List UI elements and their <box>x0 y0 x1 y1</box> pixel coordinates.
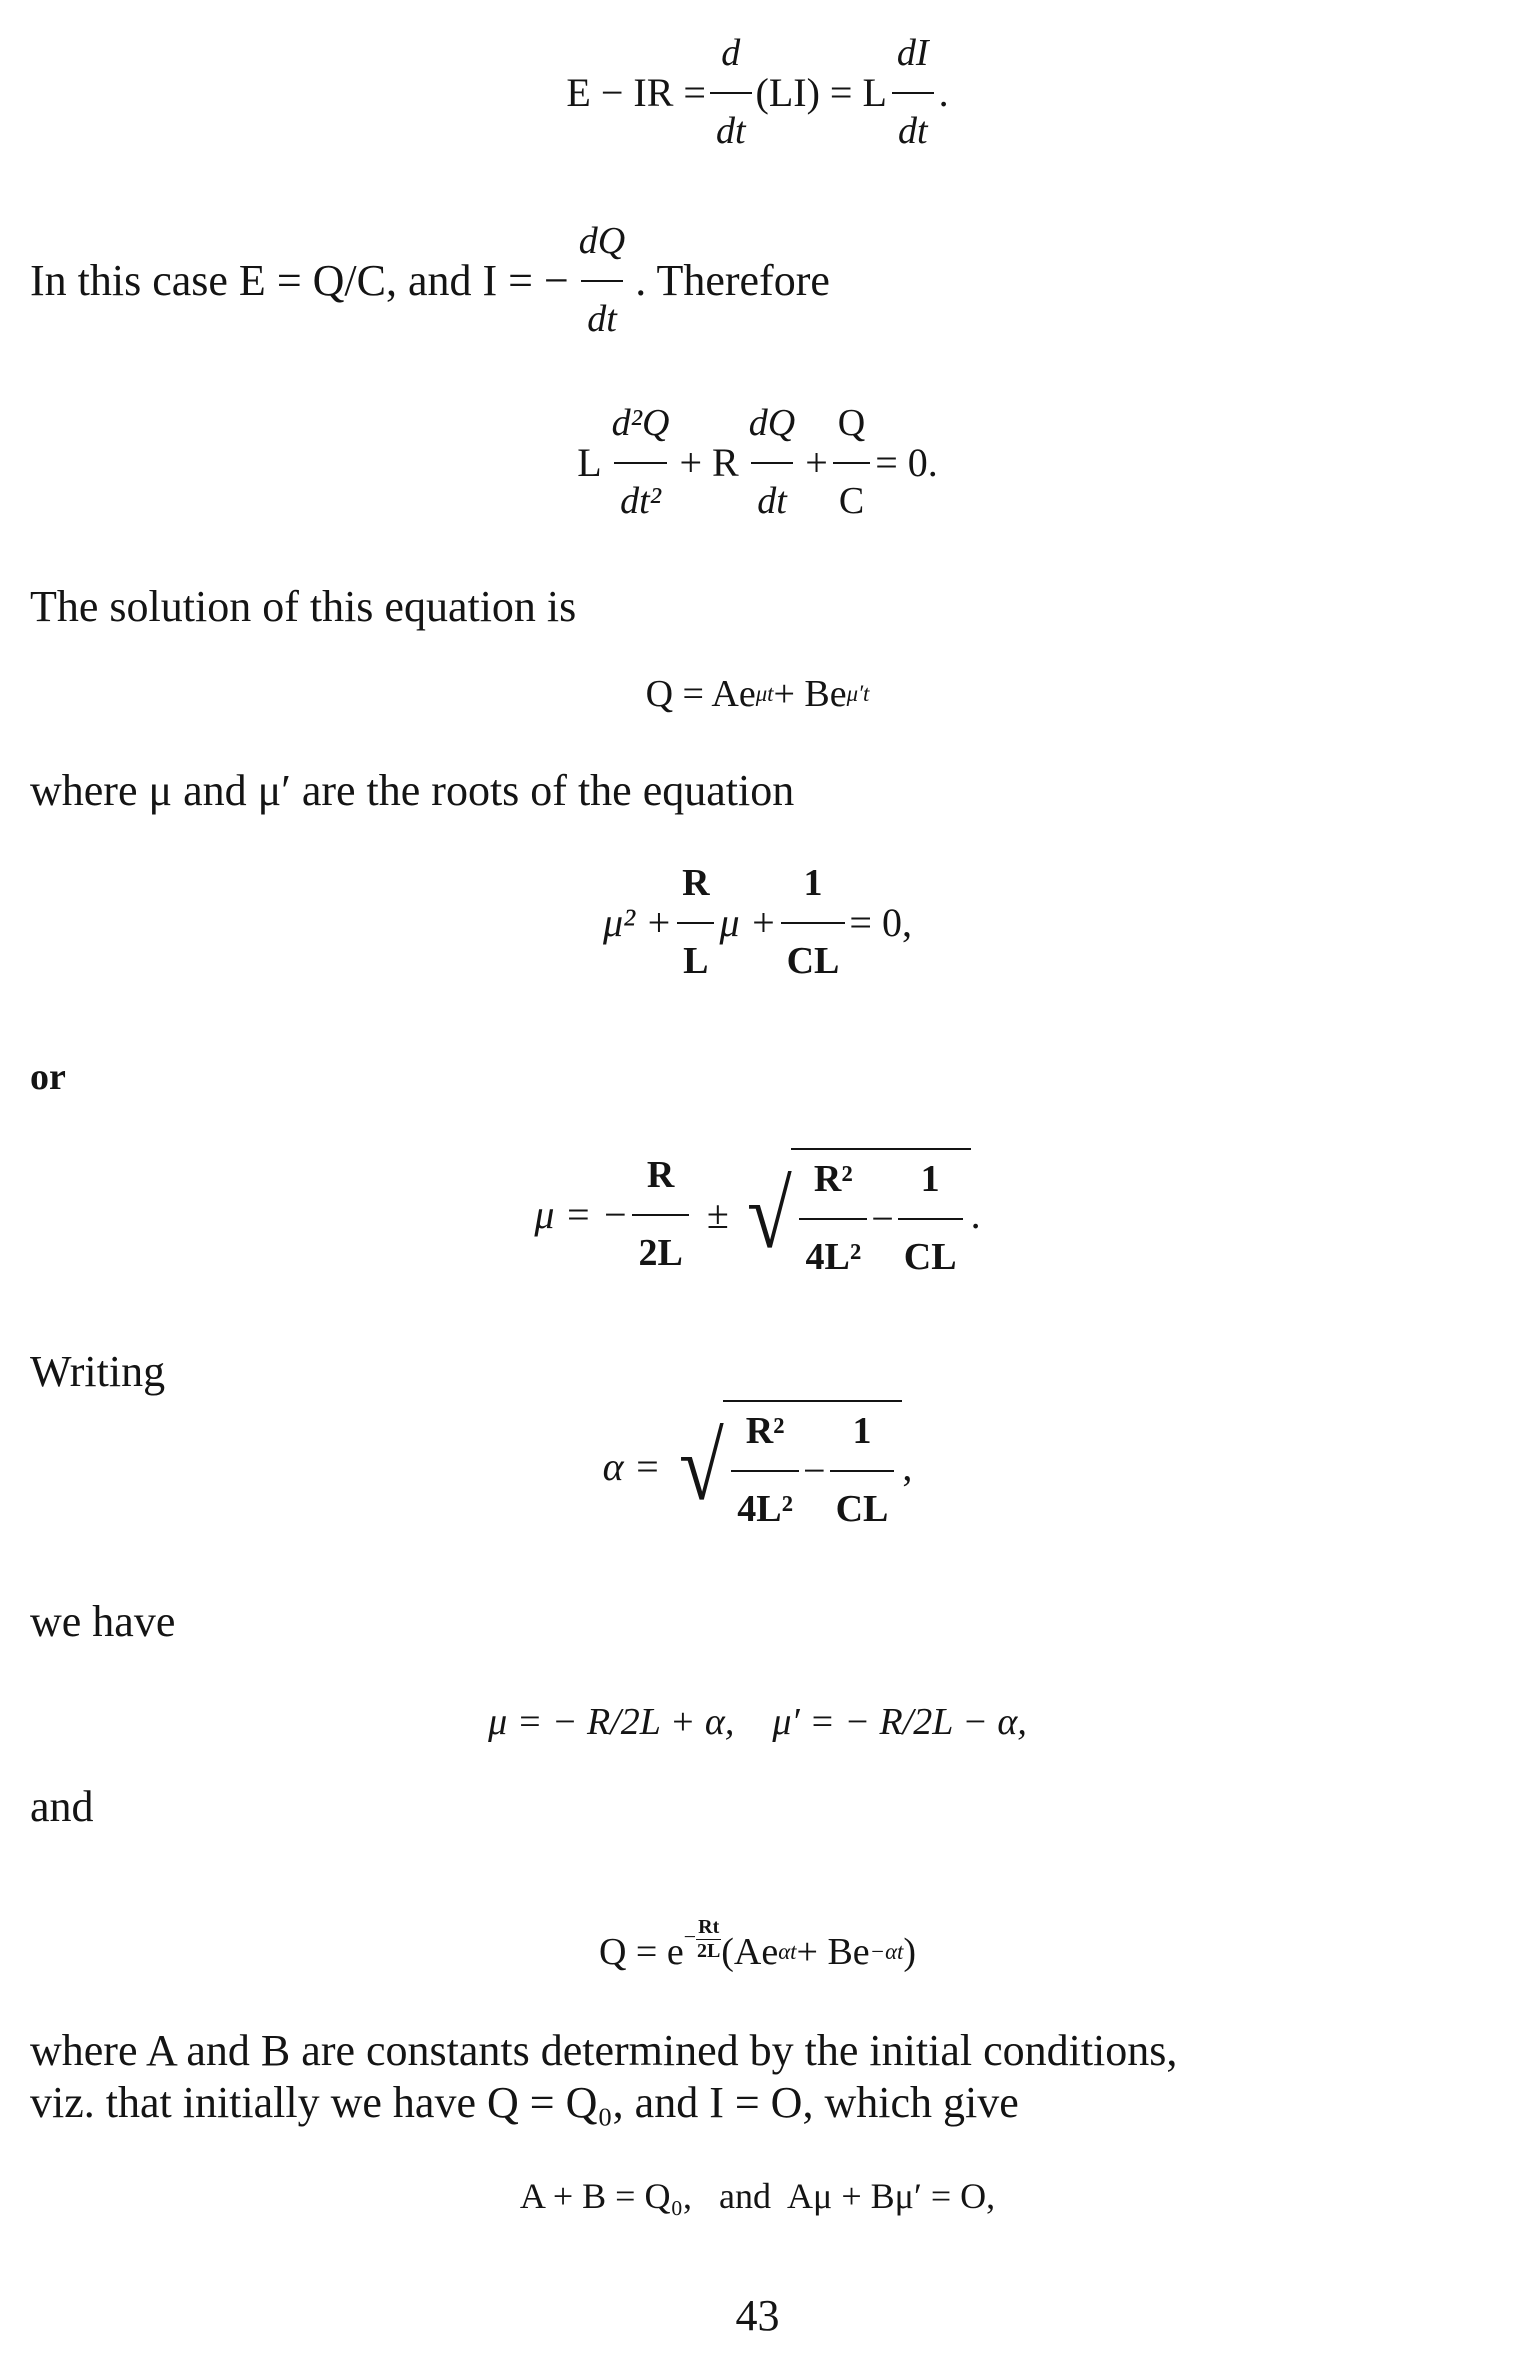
eq8-plus: + Be <box>796 1931 870 1973</box>
eq9-text: A + B = Q₀, and Aμ + Bμ′ = O, <box>519 2176 996 2216</box>
eq5-r1-num: R² <box>813 1158 853 1200</box>
eq6-sqrt <box>675 1400 903 1533</box>
eq8-open: (Ae <box>721 1931 779 1973</box>
paragraph-writing: Writing <box>30 1347 166 1396</box>
eq2-plus1: + R <box>679 440 739 485</box>
equation-differential <box>0 400 1515 525</box>
paragraph-in-this-case <box>30 218 1490 343</box>
eq2-f2-num: dQ <box>748 402 796 444</box>
eq5-frac-1-cl <box>898 1156 963 1281</box>
eq2-plus2: + <box>805 440 828 485</box>
eq4-f2-num: 1 <box>803 862 823 904</box>
paragraph-constants <box>30 2025 1490 2129</box>
eq4-f1-den: L <box>677 922 714 986</box>
equation-emf <box>0 30 1515 155</box>
para1-text-after: . Therefore <box>635 255 830 305</box>
eq8-exp-den: 2L <box>697 1939 721 1962</box>
eq8-close: ) <box>903 1931 917 1973</box>
eq1-mid: (LI) = L <box>755 70 887 115</box>
eq2-f1-num: d²Q <box>611 402 670 444</box>
para1-frac-num: dQ <box>578 220 626 262</box>
eq5-r1-den: 4L² <box>799 1218 867 1282</box>
eq4-f2-den: CL <box>781 922 846 986</box>
eq5-radicand <box>791 1148 970 1281</box>
eq3-plus: + Be <box>773 673 847 715</box>
para1-frac <box>573 218 631 343</box>
radical-sign-icon: √ <box>746 1160 792 1268</box>
eq6-frac-1-cl <box>830 1408 895 1533</box>
para1-frac-den: dt <box>581 280 623 344</box>
paragraph-and: and <box>30 1782 94 1831</box>
equation-mu-values <box>0 1700 1515 1744</box>
page-number: 43 <box>735 2291 780 2340</box>
eq2-f1-den: dt² <box>614 462 667 526</box>
eq5-frac-r2-4l2 <box>799 1156 867 1281</box>
eq6-r2-den: CL <box>830 1470 895 1534</box>
eq6-r2-num: 1 <box>852 1410 872 1452</box>
eq6-frac-r2-4l2 <box>731 1408 799 1533</box>
eq1-frac1-den: dt <box>710 92 752 156</box>
eq8-lhs: Q = e <box>598 1931 684 1973</box>
eq5-f1-num: R <box>646 1154 675 1196</box>
para8-line1: where A and B are constants determined by the initial conditions, <box>30 2026 1178 2075</box>
equation-solution <box>0 672 1515 716</box>
eq5-minus: − <box>871 1196 894 1241</box>
eq1-lhs: E − IR = <box>566 70 706 115</box>
equation-charge-decay <box>0 1915 1515 1974</box>
eq8-exponent <box>683 1915 722 1963</box>
eq6-r1-num: R² <box>745 1410 785 1452</box>
eq5-pm: ± <box>706 1192 729 1237</box>
eq5-sqrt <box>743 1148 971 1281</box>
eq3-q: Q = Ae <box>645 673 756 715</box>
eq6-lhs: α = <box>602 1444 661 1489</box>
eq5-lhs: μ = − <box>534 1192 629 1237</box>
eq2-f3-num: Q <box>837 402 866 444</box>
eq8-exp-num: Rt <box>698 1915 720 1938</box>
eq4-frac-1-cl <box>781 860 846 985</box>
eq1-end: . <box>938 70 949 115</box>
eq2-f3-den: C <box>833 462 870 526</box>
paragraph-solution: The solution of this equation is <box>30 582 577 631</box>
eq4-f1-num: R <box>682 862 710 904</box>
eq4-mid: μ + <box>719 900 777 945</box>
eq5-r2-den: CL <box>898 1218 963 1282</box>
paragraph-we-have: we have <box>30 1597 176 1646</box>
eq2-frac-d2q <box>606 400 676 525</box>
eq7-text: μ = − R/2L + α, μ′ = − R/2L − α, <box>488 1701 1027 1743</box>
eq5-f1-den: 2L <box>632 1214 688 1278</box>
eq1-frac1-num: d <box>721 32 741 74</box>
eq5-frac-r-2l <box>632 1152 688 1277</box>
equation-quadratic <box>0 860 1515 985</box>
eq1-frac2-den: dt <box>892 92 934 156</box>
eq8-exp-frac <box>696 1916 721 1963</box>
eq6-radicand <box>723 1400 902 1533</box>
eq8-exp-minus: − <box>683 1923 697 1949</box>
eq3-exp1: μt <box>755 681 774 706</box>
eq6-end: , <box>902 1444 913 1489</box>
eq4-frac-r-l <box>676 860 715 985</box>
equation-initial-conditions <box>0 2175 1515 2217</box>
para8-line2: viz. that initially we have Q = Q₀, and I = O, which give <box>30 2078 1019 2127</box>
eq2-end: = 0. <box>875 440 938 485</box>
eq6-minus: − <box>803 1448 826 1493</box>
eq2-l: L <box>577 440 602 485</box>
eq5-end: . <box>970 1192 981 1237</box>
eq1-frac2-num: dI <box>896 32 929 74</box>
eq1-frac-d-dt <box>710 30 752 155</box>
eq3-exp2: μ′t <box>846 681 870 706</box>
eq8-exp-b: −αt <box>869 1939 904 1964</box>
eq8-exp-a: αt <box>778 1939 797 1964</box>
para1-text-before: In this case E = Q/C, and I = − <box>30 255 569 305</box>
paragraph-roots: where μ and μ′ are the roots of the equation <box>30 766 795 815</box>
eq2-frac-q-c <box>832 400 871 525</box>
eq6-r1-den: 4L² <box>731 1470 799 1534</box>
eq1-frac-dI-dt <box>891 30 935 155</box>
radical-sign-icon: √ <box>678 1412 724 1520</box>
equation-alpha <box>0 1400 1515 1533</box>
equation-mu <box>0 1148 1515 1281</box>
paragraph-or: or <box>30 1056 66 1098</box>
eq5-r2-num: 1 <box>920 1158 940 1200</box>
eq4-mu2: μ² + <box>603 900 673 945</box>
eq2-f2-den: dt <box>751 462 793 526</box>
eq4-end: = 0, <box>849 900 912 945</box>
eq2-frac-dq <box>743 400 801 525</box>
